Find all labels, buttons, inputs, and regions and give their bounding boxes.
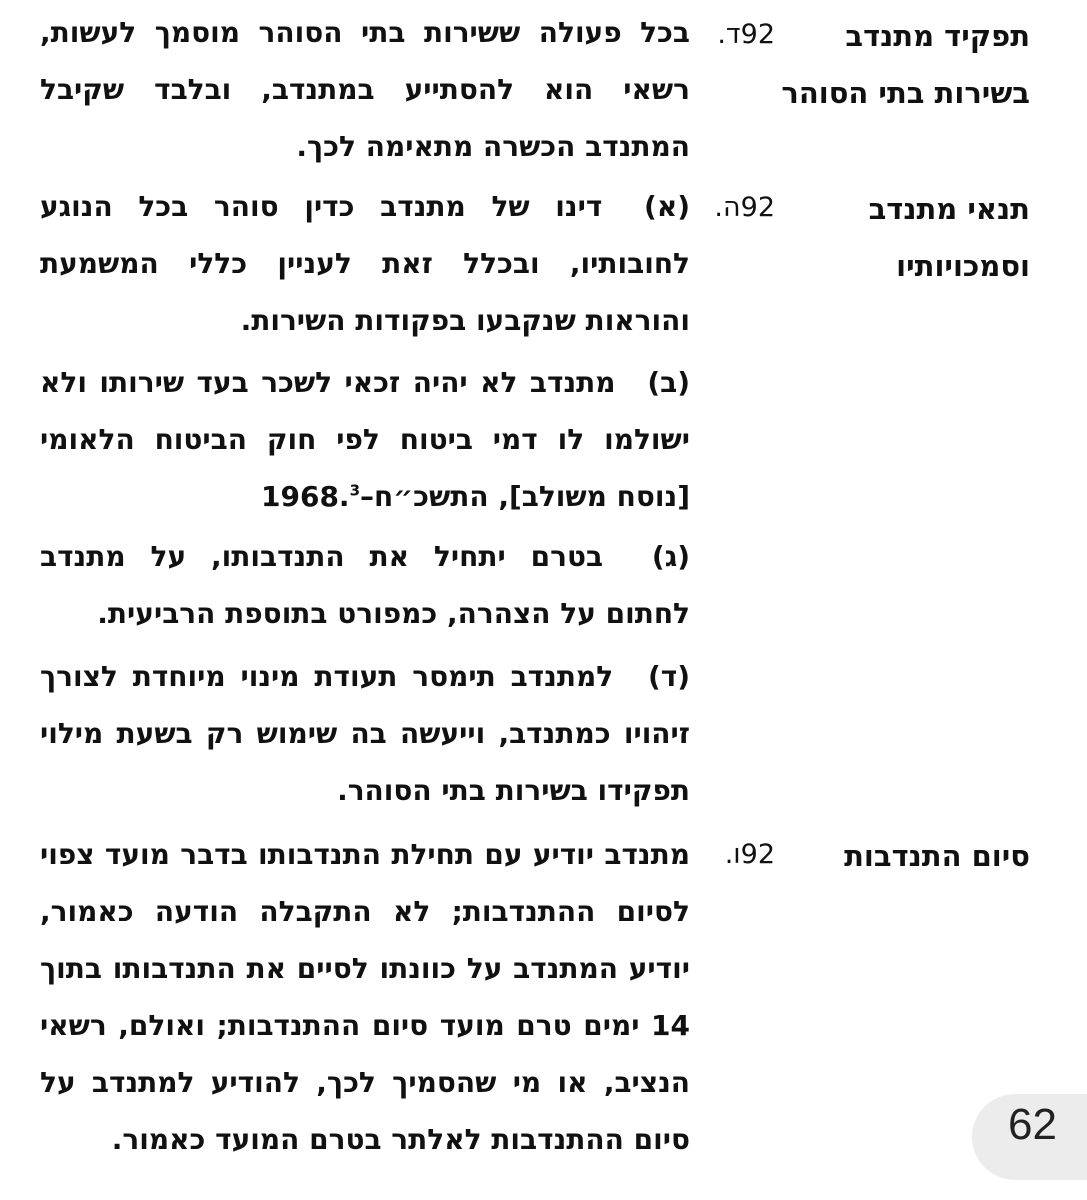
section-title-line: תפקיד מתנדב: [845, 19, 1030, 53]
subsection-text: למתנדב תימסר תעודת מינוי מיוחדת לצורך זיהויו כמתנדב, וייעשה בה שימוש רק בשעת מילוי תפקידו בשירות בתי הסוהר.: [40, 660, 690, 807]
section-title-line: בשירות בתי הסוהר: [781, 76, 1030, 110]
section-title-volunteer-role: [780, 8, 1030, 122]
section-title-end-volunteering: [780, 828, 1030, 885]
section-body: [40, 826, 690, 1168]
section-title-line: תנאי מתנדב: [868, 192, 1030, 226]
subsection-label: (ג): [651, 540, 691, 573]
subsection-label: (ד): [647, 660, 691, 693]
paragraph: מתנדב יודיע עם תחילת התנדבותו בדבר מועד צפוי לסיום ההתנדבות; לא התקבלה הודעה כאמור, יודיע המתנדב על כוונתו לסיים את התנדבותו בתוך 14 ימים טרם מועד סיום ההתנדבות; ואולם, רשאי הנציב, או מי שהסמיך לכך, להודיע למתנדב על סיום ההתנדבות לאלתר בטרם המועד כאמור.: [40, 838, 690, 1156]
section-number: 92ו.: [724, 839, 775, 870]
subsection-label: (ב): [647, 366, 690, 399]
section-title-line: סיום התנדבות: [844, 839, 1030, 873]
subsection-a: [40, 178, 690, 349]
page-number: 62: [1008, 1100, 1057, 1149]
section-body: [40, 4, 690, 175]
footnote-marker: 3: [349, 481, 361, 500]
subsection-text: דינו של מתנדב כדין סוהר בכל הנוגע לחובותיו, ובכלל זאת לעניין כללי המשמעת והוראות שנקבעו בפקודות השירות.: [40, 190, 690, 337]
subsection-text: מתנדב לא יהיה זכאי לשכר בעד שירותו ולא ישולמו לו דמי ביטוח לפי חוק הביטוח הלאומי [נוסח משולב], התשכ״ח–1968.: [40, 366, 690, 513]
section-title-line: וסמכויותיו: [896, 249, 1030, 283]
section-number: 92ד.: [717, 19, 775, 50]
section-number: 92ה.: [714, 192, 775, 223]
subsection-c: [40, 528, 690, 642]
subsection-label: (א): [644, 190, 691, 223]
paragraph: בכל פעולה ששירות בתי הסוהר מוסמך לעשות, רשאי הוא להסתייע במתנדב, ובלבד שקיבל המתנדב הכשרה מתאימה לכך.: [40, 16, 690, 163]
page-number-badge: [972, 1094, 1087, 1180]
section-title-volunteer-terms: [780, 181, 1030, 295]
subsection-b: [40, 354, 690, 525]
subsection-text: בטרם יתחיל את התנדבותו, על מתנדב לחתום על הצהרה, כמפורט בתוספת הרביעית.: [40, 540, 690, 630]
subsection-d: [40, 648, 690, 819]
